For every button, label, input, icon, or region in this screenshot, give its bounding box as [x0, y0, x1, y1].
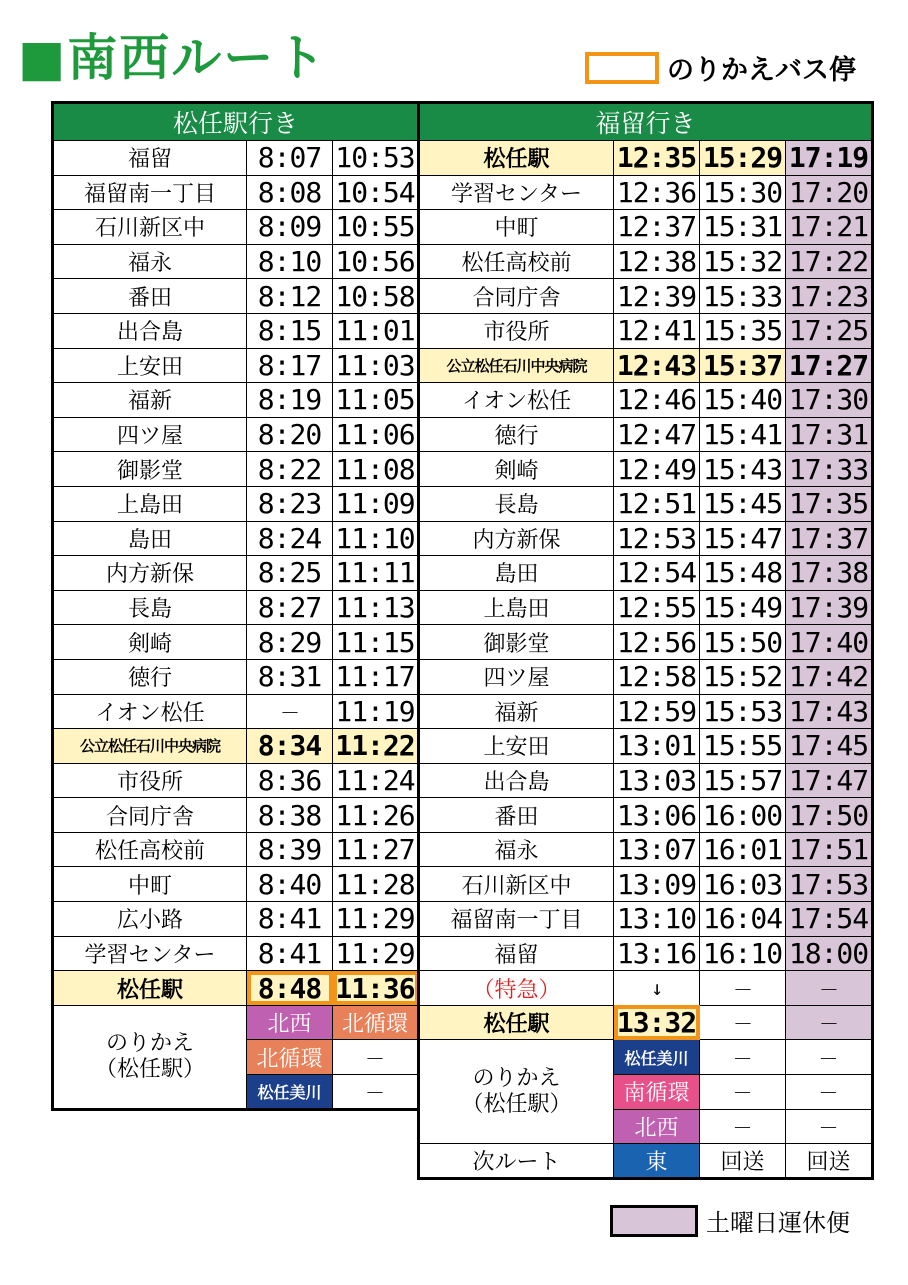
- stop-name: 剣崎: [53, 625, 247, 660]
- stop-name: 福留南一丁目: [419, 902, 614, 937]
- transfer-legend-swatch: [585, 52, 659, 84]
- stop-name: 福永: [53, 244, 247, 279]
- departure-time: 15:45: [700, 486, 786, 521]
- stop-name: 上安田: [53, 348, 247, 383]
- departure-time: 12:54: [614, 556, 700, 591]
- header-row: [53, 103, 419, 141]
- connecting-route: －: [786, 1075, 873, 1110]
- stop-name: 番田: [53, 279, 247, 314]
- connecting-route: －: [786, 1109, 873, 1144]
- departure-time: 8:31: [247, 659, 333, 694]
- departure-time: 17:35: [786, 486, 873, 521]
- departure-time: 13:16: [614, 936, 700, 971]
- table-row: [53, 902, 419, 937]
- departure-time: 8:36: [247, 763, 333, 798]
- departure-time: ↓: [614, 971, 700, 1006]
- departure-time: 8:41: [247, 936, 333, 971]
- table-row: [419, 1005, 873, 1040]
- departure-time: 10:58: [333, 279, 419, 314]
- stop-name: 出合島: [53, 313, 247, 348]
- table-row: [53, 244, 419, 279]
- stop-name: 合同庁舎: [53, 798, 247, 833]
- departure-time: 11:36: [333, 971, 419, 1006]
- stop-name: 徳行: [419, 417, 614, 452]
- departure-time: 12:36: [614, 175, 700, 210]
- departure-time: 12:47: [614, 417, 700, 452]
- departure-time: 8:12: [247, 279, 333, 314]
- transfer-label: のりかえ （松任駅）: [53, 1005, 247, 1109]
- table-row: [53, 867, 419, 902]
- stop-name: 福新: [419, 694, 614, 729]
- departure-time: 12:58: [614, 659, 700, 694]
- stop-name: 合同庁舎: [419, 279, 614, 314]
- departure-time: 8:39: [247, 832, 333, 867]
- departure-time: 17:37: [786, 521, 873, 556]
- departure-time: 12:38: [614, 244, 700, 279]
- stop-name: 島田: [53, 521, 247, 556]
- departure-time: 8:07: [247, 141, 333, 176]
- stop-name: 松任駅: [419, 141, 614, 176]
- next-route: 回送: [786, 1144, 873, 1179]
- departure-time: －: [247, 694, 333, 729]
- stop-name: 市役所: [53, 763, 247, 798]
- departure-time: －: [700, 971, 786, 1006]
- departure-time: 16:03: [700, 867, 786, 902]
- stop-name: 学習センター: [53, 936, 247, 971]
- departure-time: 15:43: [700, 452, 786, 487]
- departure-time: －: [786, 1005, 873, 1040]
- table-row: [419, 383, 873, 418]
- departure-time: 11:05: [333, 383, 419, 418]
- departure-time: 15:47: [700, 521, 786, 556]
- stop-name: 福留: [53, 141, 247, 176]
- departure-time: 10:53: [333, 141, 419, 176]
- table-row: [53, 798, 419, 833]
- departure-time: 16:00: [700, 798, 786, 833]
- departure-time: 17:50: [786, 798, 873, 833]
- column-header: 福留行き: [419, 103, 873, 141]
- departure-time: 17:27: [786, 348, 873, 383]
- table-row: [419, 763, 873, 798]
- header-row: [419, 103, 873, 141]
- departure-time: 17:20: [786, 175, 873, 210]
- departure-time: 11:10: [333, 521, 419, 556]
- departure-time: 17:47: [786, 763, 873, 798]
- table-row: [53, 590, 419, 625]
- stop-name: 上島田: [419, 590, 614, 625]
- departure-time: 8:41: [247, 902, 333, 937]
- stop-name: 福新: [53, 383, 247, 418]
- departure-time: 18:00: [786, 936, 873, 971]
- connecting-route: 北西: [247, 1005, 333, 1040]
- stop-name: 上安田: [419, 729, 614, 764]
- departure-time: 11:19: [333, 694, 419, 729]
- table-row: [419, 313, 873, 348]
- table-row: [53, 175, 419, 210]
- departure-time: 17:43: [786, 694, 873, 729]
- connecting-route: 南循環: [614, 1075, 700, 1110]
- departure-time: 17:45: [786, 729, 873, 764]
- departure-time: 12:35: [614, 141, 700, 176]
- next-route-row: [419, 1144, 873, 1179]
- departure-time: 11:29: [333, 936, 419, 971]
- departure-time: 11:11: [333, 556, 419, 591]
- table-row: [53, 279, 419, 314]
- departure-time: 8:24: [247, 521, 333, 556]
- connecting-route: －: [333, 1075, 419, 1110]
- departure-time: 15:30: [700, 175, 786, 210]
- departure-time: 17:40: [786, 625, 873, 660]
- table-row: [419, 210, 873, 245]
- departure-time: 12:53: [614, 521, 700, 556]
- departure-time: 16:10: [700, 936, 786, 971]
- stop-name: 島田: [419, 556, 614, 591]
- connecting-route: 北循環: [333, 1005, 419, 1040]
- table-row: [53, 659, 419, 694]
- departure-time: 12:43: [614, 348, 700, 383]
- connecting-route: －: [786, 1040, 873, 1075]
- departure-time: 17:51: [786, 832, 873, 867]
- next-route-label: 次ルート: [419, 1144, 614, 1179]
- departure-time: 11:17: [333, 659, 419, 694]
- table-row: [419, 659, 873, 694]
- saturday-legend-swatch: [610, 1205, 698, 1237]
- table-row: [419, 832, 873, 867]
- departure-time: 16:01: [700, 832, 786, 867]
- connecting-route: 北循環: [247, 1040, 333, 1075]
- departure-time: 8:38: [247, 798, 333, 833]
- stop-name: イオン松任: [53, 694, 247, 729]
- stop-name: 内方新保: [419, 521, 614, 556]
- table-row: [53, 936, 419, 971]
- table-row: [53, 383, 419, 418]
- table-row: [419, 971, 873, 1006]
- connecting-route: －: [333, 1040, 419, 1075]
- table-row: [419, 556, 873, 591]
- table-row: [419, 279, 873, 314]
- stop-name: 公立松任石川中央病院: [53, 729, 247, 764]
- stop-name: 福留南一丁目: [53, 175, 247, 210]
- departure-time: 12:59: [614, 694, 700, 729]
- departure-time: 11:08: [333, 452, 419, 487]
- departure-time: 17:25: [786, 313, 873, 348]
- departure-time: 15:40: [700, 383, 786, 418]
- column-header: 松任駅行き: [53, 103, 419, 141]
- table-row: [53, 210, 419, 245]
- departure-time: 17:42: [786, 659, 873, 694]
- departure-time: 15:32: [700, 244, 786, 279]
- departure-time: 13:06: [614, 798, 700, 833]
- stop-name: 長島: [419, 486, 614, 521]
- connecting-route: 松任美川: [247, 1075, 333, 1110]
- departure-time: 13:10: [614, 902, 700, 937]
- departure-time: 8:23: [247, 486, 333, 521]
- table-row: [419, 902, 873, 937]
- stop-name: 福留: [419, 936, 614, 971]
- table-row: [419, 486, 873, 521]
- departure-time: 13:09: [614, 867, 700, 902]
- table-row: [53, 452, 419, 487]
- departure-time: 11:03: [333, 348, 419, 383]
- departure-time: 11:28: [333, 867, 419, 902]
- stop-name: 松任高校前: [419, 244, 614, 279]
- table-row: [53, 348, 419, 383]
- stop-name: 長島: [53, 590, 247, 625]
- departure-time: 11:15: [333, 625, 419, 660]
- table-row: [53, 729, 419, 764]
- table-row: [419, 452, 873, 487]
- table-row: [419, 417, 873, 452]
- stop-name: 中町: [53, 867, 247, 902]
- departure-time: －: [786, 971, 873, 1006]
- stop-name: 市役所: [419, 313, 614, 348]
- departure-time: 17:19: [786, 141, 873, 176]
- departure-time: 11:27: [333, 832, 419, 867]
- departure-time: 8:40: [247, 867, 333, 902]
- departure-time: 16:04: [700, 902, 786, 937]
- departure-time: 11:13: [333, 590, 419, 625]
- table-row: [53, 832, 419, 867]
- departure-time: 12:56: [614, 625, 700, 660]
- table-row: [53, 521, 419, 556]
- departure-time: 8:19: [247, 383, 333, 418]
- departure-time: 8:29: [247, 625, 333, 660]
- departure-time: 12:55: [614, 590, 700, 625]
- departure-time: 15:37: [700, 348, 786, 383]
- departure-time: 15:33: [700, 279, 786, 314]
- table-row: [419, 798, 873, 833]
- stop-name: 内方新保: [53, 556, 247, 591]
- table-row: [53, 417, 419, 452]
- departure-time: 15:41: [700, 417, 786, 452]
- departure-time: 8:34: [247, 729, 333, 764]
- stop-name: 四ツ屋: [419, 659, 614, 694]
- stop-name: 上島田: [53, 486, 247, 521]
- departure-time: 17:38: [786, 556, 873, 591]
- stop-name: 学習センター: [419, 175, 614, 210]
- stop-name: 剣崎: [419, 452, 614, 487]
- departure-time: 17:54: [786, 902, 873, 937]
- table-row: [53, 556, 419, 591]
- departure-time: 17:31: [786, 417, 873, 452]
- stop-name: 四ツ屋: [53, 417, 247, 452]
- departure-time: －: [700, 1005, 786, 1040]
- departure-time: 17:33: [786, 452, 873, 487]
- departure-time: 8:10: [247, 244, 333, 279]
- stop-name: 広小路: [53, 902, 247, 937]
- table-row: [53, 313, 419, 348]
- departure-time: 11:24: [333, 763, 419, 798]
- table-row: [419, 936, 873, 971]
- timetable-to-fukudome: [417, 101, 874, 1180]
- departure-time: 11:26: [333, 798, 419, 833]
- departure-time: 8:08: [247, 175, 333, 210]
- stop-name: 公立松任石川中央病院: [419, 348, 614, 383]
- table-row: [419, 694, 873, 729]
- transfer-row: [419, 1040, 873, 1075]
- table-row: [419, 521, 873, 556]
- departure-time: 15:49: [700, 590, 786, 625]
- transfer-label: のりかえ （松任駅）: [419, 1040, 614, 1144]
- departure-time: 11:22: [333, 729, 419, 764]
- stop-name: 中町: [419, 210, 614, 245]
- departure-time: 8:25: [247, 556, 333, 591]
- departure-time: 10:55: [333, 210, 419, 245]
- stop-name: 御影堂: [53, 452, 247, 487]
- table-row: [419, 625, 873, 660]
- stop-name: （特急）: [419, 971, 614, 1006]
- departure-time: 15:31: [700, 210, 786, 245]
- departure-time: 15:57: [700, 763, 786, 798]
- departure-time: 17:53: [786, 867, 873, 902]
- departure-time: 8:15: [247, 313, 333, 348]
- connecting-route: －: [700, 1075, 786, 1110]
- stop-name: 石川新区中: [53, 210, 247, 245]
- departure-time: 12:39: [614, 279, 700, 314]
- table-row: [419, 348, 873, 383]
- stop-name: イオン松任: [419, 383, 614, 418]
- saturday-suspended-legend: [610, 1203, 850, 1238]
- next-route: 回送: [700, 1144, 786, 1179]
- departure-time: 15:55: [700, 729, 786, 764]
- departure-time: 17:39: [786, 590, 873, 625]
- departure-time: 17:23: [786, 279, 873, 314]
- departure-time: 8:17: [247, 348, 333, 383]
- table-row: [419, 141, 873, 176]
- departure-time: 13:07: [614, 832, 700, 867]
- table-row: [53, 763, 419, 798]
- departure-time: 15:52: [700, 659, 786, 694]
- table-row: [53, 141, 419, 176]
- stop-name: 松任高校前: [53, 832, 247, 867]
- departure-time: 11:09: [333, 486, 419, 521]
- table-row: [419, 590, 873, 625]
- departure-time: 12:37: [614, 210, 700, 245]
- table-row: [53, 625, 419, 660]
- departure-time: 8:20: [247, 417, 333, 452]
- departure-time: 12:41: [614, 313, 700, 348]
- departure-time: 15:35: [700, 313, 786, 348]
- departure-time: 17:22: [786, 244, 873, 279]
- saturday-legend-label: 土曜日運休便: [706, 1209, 850, 1237]
- departure-time: 12:51: [614, 486, 700, 521]
- transfer-stop-legend: [585, 48, 856, 87]
- departure-time: 12:46: [614, 383, 700, 418]
- departure-time: 10:54: [333, 175, 419, 210]
- departure-time: 8:48: [247, 971, 333, 1006]
- table-row: [419, 729, 873, 764]
- departure-time: 11:06: [333, 417, 419, 452]
- stop-name: 松任駅: [419, 1005, 614, 1040]
- departure-time: 17:30: [786, 383, 873, 418]
- departure-time: 11:29: [333, 902, 419, 937]
- departure-time: 10:56: [333, 244, 419, 279]
- page-title: ■南西ルート: [18, 29, 328, 87]
- transfer-legend-label: のりかえバス停: [667, 55, 856, 86]
- table-row: [53, 694, 419, 729]
- table-row: [419, 244, 873, 279]
- departure-time: 15:50: [700, 625, 786, 660]
- departure-time: 15:48: [700, 556, 786, 591]
- stop-name: 御影堂: [419, 625, 614, 660]
- departure-time: 8:22: [247, 452, 333, 487]
- connecting-route: －: [700, 1109, 786, 1144]
- connecting-route: 松任美川: [614, 1040, 700, 1075]
- connecting-route: －: [700, 1040, 786, 1075]
- next-route: 東: [614, 1144, 700, 1179]
- stop-name: 出合島: [419, 763, 614, 798]
- departure-time: 15:29: [700, 141, 786, 176]
- connecting-route: 北西: [614, 1109, 700, 1144]
- stop-name: 松任駅: [53, 971, 247, 1006]
- timetable-to-matsutou-station: [51, 101, 420, 1111]
- table-row: [419, 175, 873, 210]
- stop-name: 福永: [419, 832, 614, 867]
- table-row: [419, 867, 873, 902]
- departure-time: 8:09: [247, 210, 333, 245]
- stop-name: 徳行: [53, 659, 247, 694]
- departure-time: 15:53: [700, 694, 786, 729]
- departure-time: 12:49: [614, 452, 700, 487]
- departure-time: 17:21: [786, 210, 873, 245]
- transfer-row: [53, 1005, 419, 1040]
- departure-time: 11:01: [333, 313, 419, 348]
- stop-name: 番田: [419, 798, 614, 833]
- departure-time: 13:32: [614, 1005, 700, 1040]
- table-row: [53, 486, 419, 521]
- table-row: [53, 971, 419, 1006]
- departure-time: 13:03: [614, 763, 700, 798]
- departure-time: 13:01: [614, 729, 700, 764]
- departure-time: 8:27: [247, 590, 333, 625]
- stop-name: 石川新区中: [419, 867, 614, 902]
